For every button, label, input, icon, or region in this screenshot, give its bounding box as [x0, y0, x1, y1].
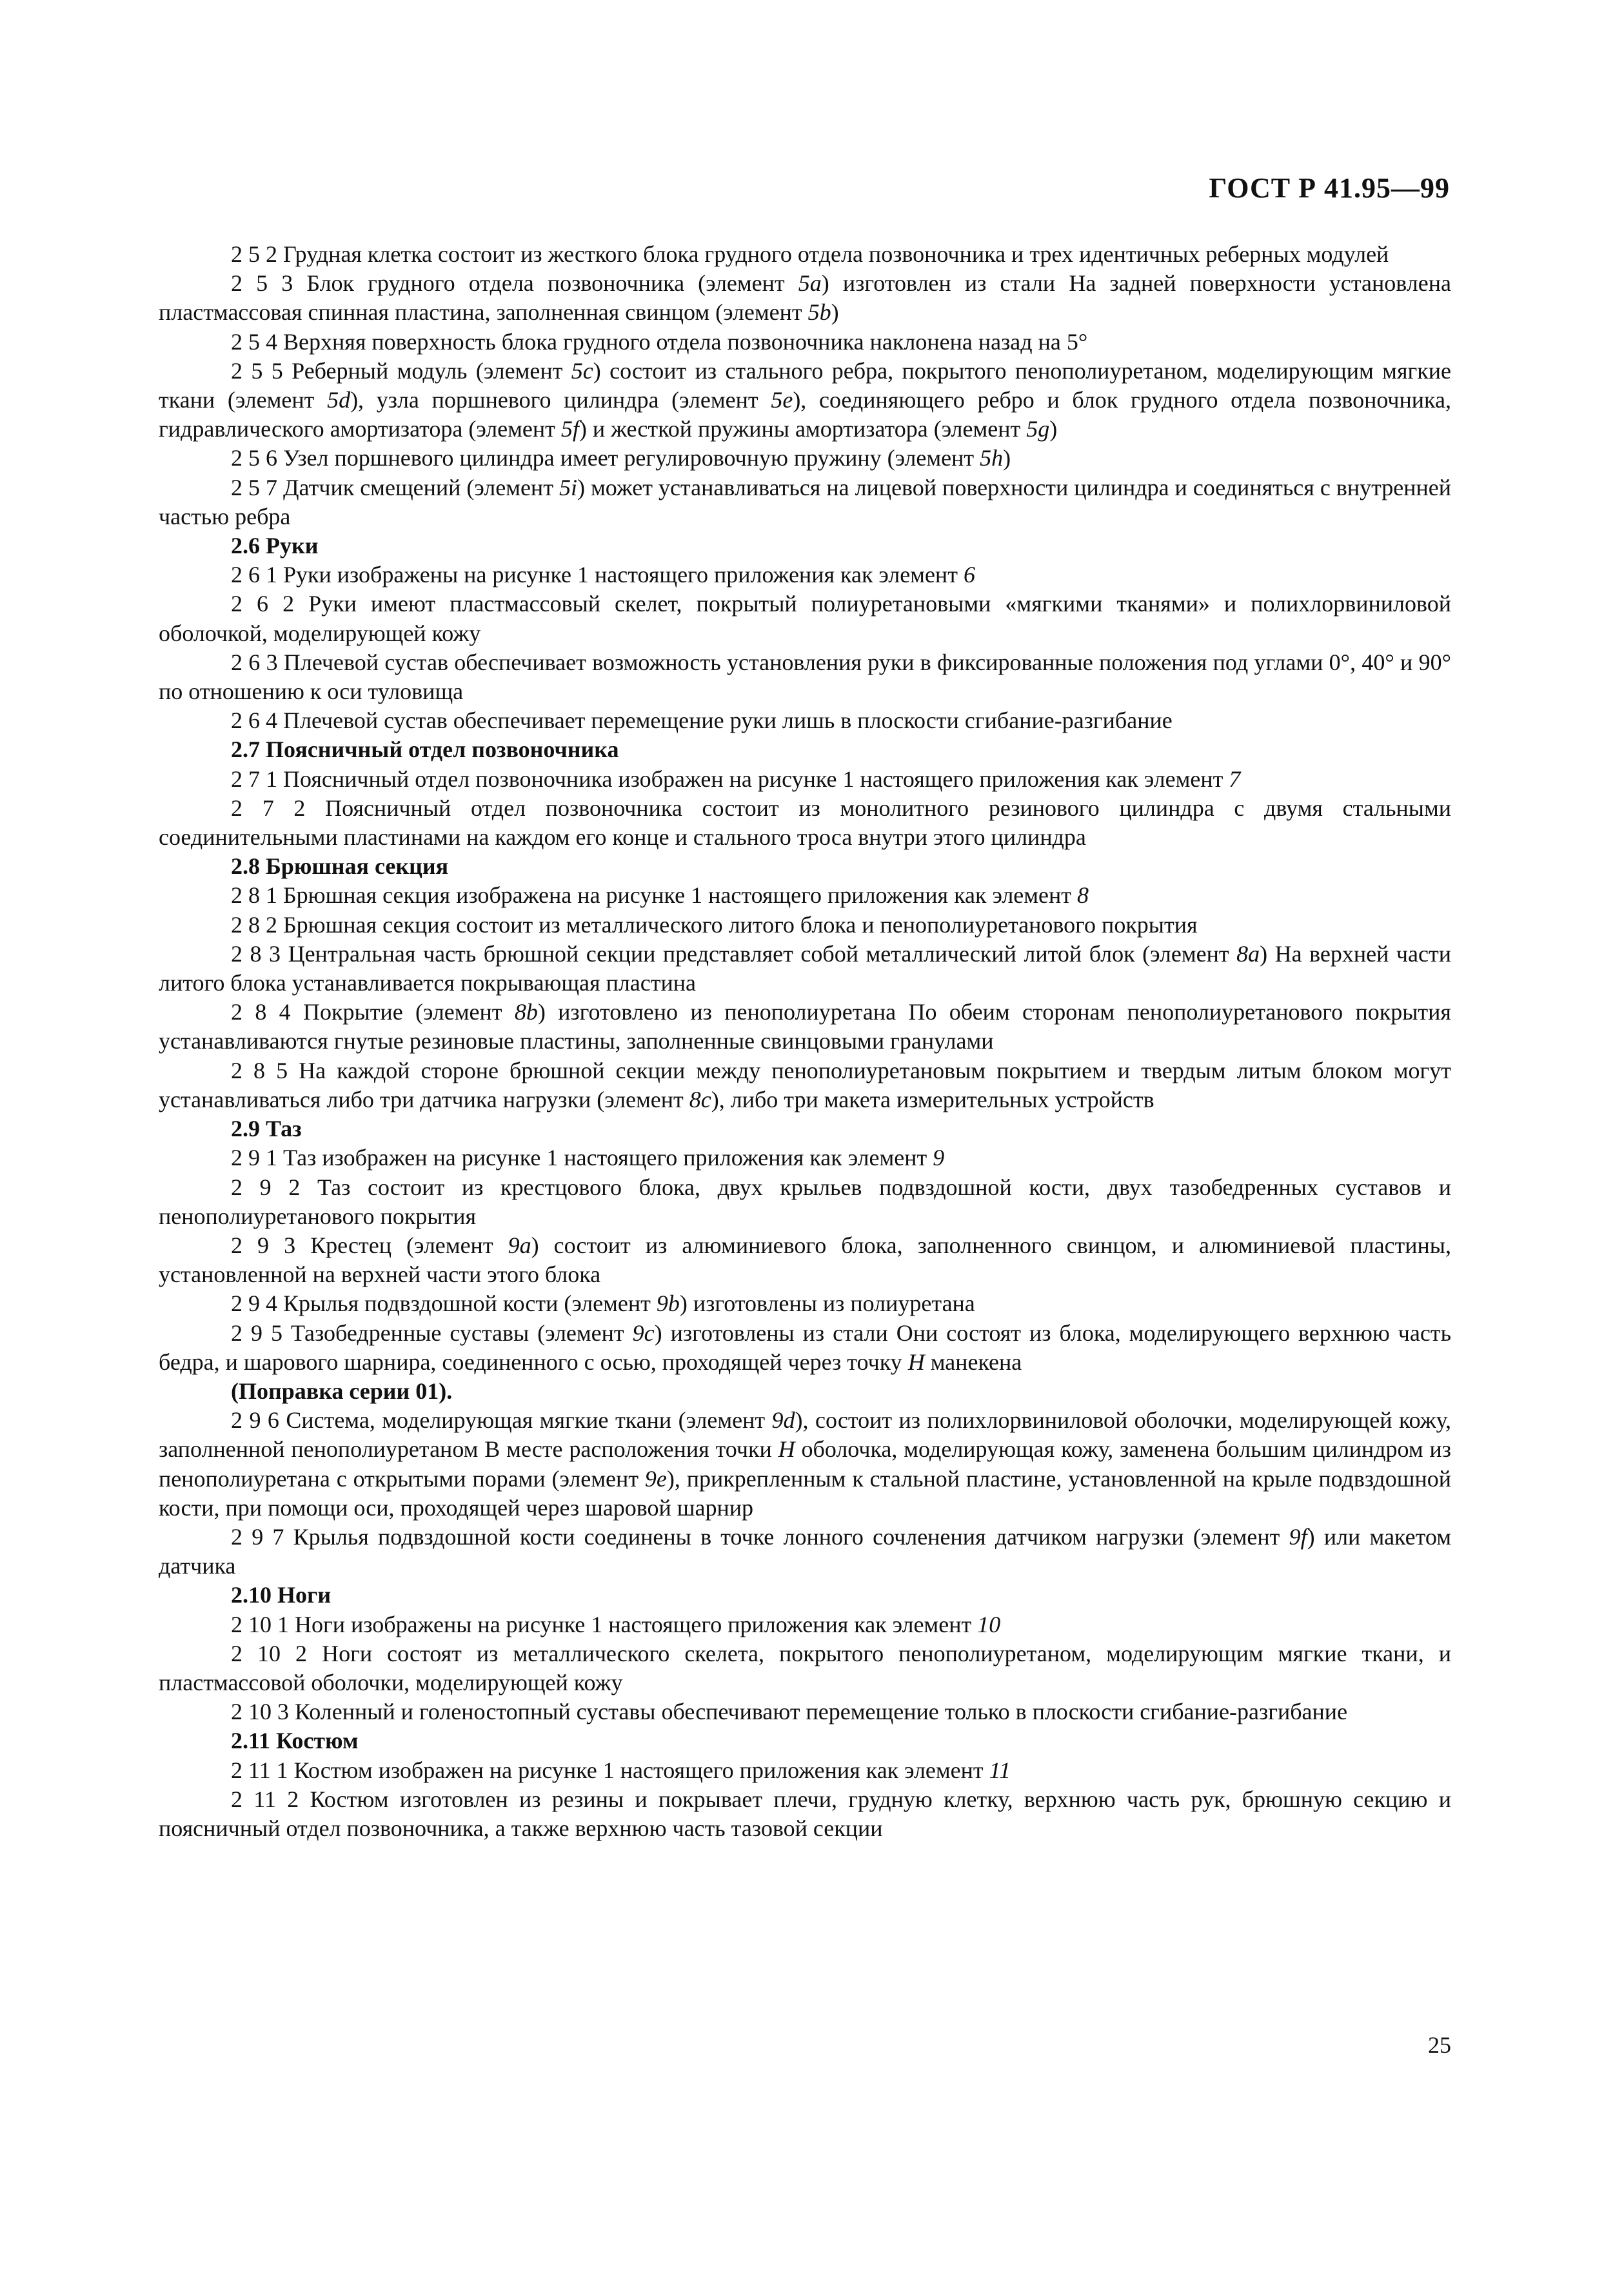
paragraph — [159, 1406, 1451, 1523]
paragraph — [159, 1523, 1451, 1581]
paragraph — [159, 1785, 1451, 1843]
text-run: 2 5 7 Датчик смещений (элемент — [231, 474, 559, 500]
element-reference: 5h — [980, 445, 1004, 471]
paragraph — [159, 1056, 1451, 1114]
element-reference: 8c — [689, 1086, 711, 1112]
element-reference: 6 — [963, 562, 975, 588]
paragraph — [159, 1143, 1451, 1172]
paragraph — [159, 1756, 1451, 1785]
paragraph — [159, 1173, 1451, 1231]
paragraph — [159, 1639, 1451, 1697]
paragraph — [159, 1610, 1451, 1639]
section-heading — [159, 1377, 1451, 1406]
text-run: 2 5 4 Верхняя поверхность блока грудного отдела позвоночника наклонена назад на 5° — [231, 328, 1088, 355]
element-reference: 5e — [771, 387, 793, 413]
text-run: 2.11 Костюм — [231, 1728, 359, 1754]
element-reference: 9 — [933, 1145, 945, 1171]
element-reference: 9c — [632, 1319, 655, 1346]
element-reference: 9d — [771, 1407, 795, 1434]
element-reference: 8a — [1236, 940, 1260, 967]
text-run: ) изготовлен из стали На задней поверхности установлена пластмассовая спинная пластина, заполненная свинцом (элемент — [159, 270, 1451, 326]
text-run: 2 10 3 Коленный и голеностопный суставы обеспечивают перемещение только в плоскости сгибание-разгибание — [231, 1699, 1348, 1725]
paragraph — [159, 1697, 1451, 1726]
element-reference: 7 — [1229, 766, 1241, 792]
paragraph — [159, 765, 1451, 794]
text-run: 2 8 1 Брюшная секция изображена на рисунке 1 настоящего приложения как элемент — [231, 882, 1078, 909]
text-run: 2 8 5 На каждой стороне брюшной секции между пенополиуретановым покрытием и твердым литым блоком могут устанавливаться либо три датчика нагрузки (элемент — [159, 1057, 1451, 1112]
text-run: 2.9 Таз — [231, 1116, 302, 1142]
paragraph — [159, 444, 1451, 473]
element-reference: 5f — [560, 416, 579, 442]
text-run: 2 5 5 Реберный модуль (элемент — [231, 357, 571, 384]
text-run: 2.6 Руки — [231, 533, 319, 559]
text-run: ) состоит из стального ребра, покрытого пенополиуретаном, моделирующим мягкие ткани (элемент — [159, 357, 1451, 413]
element-reference: 5a — [798, 270, 822, 297]
paragraph — [159, 940, 1451, 998]
text-run: ) изготовлены из стали Они состоят из блока, моделирующего верхнюю часть бедра, и шарового шарнира, соединенного с осью, проходящей через точку — [159, 1319, 1451, 1375]
element-reference: 5b — [807, 299, 831, 326]
text-run: 2 5 6 Узел поршневого цилиндра имеет регулировочную пружину (элемент — [231, 445, 980, 471]
text-run: ) может устанавливаться на лицевой поверхности цилиндра и соединяться с внутренней частью ребра — [159, 474, 1452, 529]
element-reference: 11 — [989, 1757, 1011, 1783]
element-reference: H — [778, 1436, 795, 1463]
paragraph — [159, 1319, 1451, 1377]
element-reference: 8 — [1077, 882, 1089, 909]
element-reference: 9b — [656, 1290, 680, 1317]
page-number: 25 — [1428, 2032, 1451, 2058]
section-heading — [159, 735, 1451, 764]
paragraph — [159, 473, 1451, 531]
paragraph — [159, 1289, 1451, 1318]
paragraph — [159, 998, 1451, 1056]
text-run: 2.7 Поясничный отдел позвоночника — [231, 736, 619, 763]
text-run: ) — [1049, 416, 1058, 442]
element-reference: 8b — [514, 999, 538, 1025]
text-run: 2 11 2 Костюм изготовлен из резины и покрывает плечи, грудную клетку, верхнюю часть рук, брюшную секцию и поясничный отдел позвоночника, а также верхнюю часть тазовой секции — [159, 1786, 1451, 1841]
text-run: 2 8 4 Покрытие (элемент — [231, 999, 515, 1025]
section-heading — [159, 1114, 1451, 1143]
text-run: (Поправка серии 01). — [231, 1378, 453, 1404]
section-heading — [159, 531, 1451, 560]
text-run: 2.10 Ноги — [231, 1582, 332, 1608]
text-run: ) — [1003, 445, 1011, 471]
text-run: оболочка, моделирующая кожу, заменена большим цилиндром из пенополиуретана с открытыми порами (элемент — [159, 1436, 1451, 1492]
document-code: ГОСТ Р 41.95—99 — [1209, 172, 1450, 204]
text-run: 2 10 1 Ноги изображены на рисунке 1 настоящего приложения как элемент — [231, 1611, 978, 1637]
element-reference: H — [907, 1348, 925, 1375]
paragraph — [159, 648, 1451, 706]
paragraph — [159, 911, 1451, 940]
text-run: 2 7 1 Поясничный отдел позвоночника изображен на рисунке 1 настоящего приложения как элемент — [231, 766, 1229, 792]
text-run: ), состоит из полихлорвиниловой оболочки, моделирующей кожу, заполненной пенополиуретаном В месте расположения точки — [159, 1407, 1451, 1463]
paragraph — [159, 269, 1451, 327]
element-reference: 5d — [327, 387, 351, 413]
text-run: ), либо три макета измерительных устройств — [711, 1086, 1154, 1112]
text-run: 2 6 3 Плечевой сустав обеспечивает возможность установления руки в фиксированные положения под углами 0°, 40° и 90° по отношению к оси туловища — [159, 649, 1451, 705]
text-run: ) и жесткой пружины амортизатора (элемент — [579, 416, 1027, 442]
text-run: ) состоит из алюминиевого блока, заполненного свинцом, и алюминиевой пластины, установленной на верхней части этого блока — [159, 1232, 1451, 1288]
text-run: 2 6 4 Плечевой сустав обеспечивает перемещение руки лишь в плоскости сгибание-разгибание — [231, 707, 1173, 734]
text-run: 2 5 2 Грудная клетка состоит из жесткого блока грудного отдела позвоночника и трех идентичных реберных модулей — [231, 241, 1389, 267]
text-run: ), узла поршневого цилиндра (элемент — [350, 387, 771, 413]
paragraph — [159, 1231, 1451, 1289]
text-run: 2 6 2 Руки имеют пластмассовый скелет, покрытый полиуретановыми «мягкими тканями» и полихлорвиниловой оболочкой, моделирующей кожу — [159, 591, 1451, 646]
element-reference: 10 — [977, 1611, 1001, 1637]
paragraph — [159, 357, 1451, 444]
text-run: 2 9 3 Крестец (элемент — [231, 1232, 508, 1258]
text-run: ) На верхней части литого блока устанавливается покрывающая пластина — [159, 940, 1451, 996]
text-run: 2 8 2 Брюшная секция состоит из металлического литого блока и пенополиуретанового покрытия — [231, 911, 1198, 938]
text-run: 2 9 7 Крылья подвздошной кости соединены в точке лонного сочленения датчиком нагрузки (элемент — [231, 1523, 1289, 1550]
paragraph — [159, 881, 1451, 910]
text-run: 2 6 1 Руки изображены на рисунке 1 настоящего приложения как элемент — [231, 562, 964, 588]
element-reference: 9a — [508, 1232, 531, 1258]
text-run: ) — [831, 299, 839, 326]
text-run: 2 9 6 Система, моделирующая мягкие ткани (элемент — [231, 1407, 772, 1434]
paragraph — [159, 560, 1451, 589]
element-reference: 5g — [1026, 416, 1050, 442]
text-run: ) изготовлены из полиуретана — [679, 1290, 975, 1317]
paragraph — [159, 706, 1451, 735]
element-reference: 5c — [571, 357, 593, 384]
text-run: 2 9 2 Таз состоит из крестцового блока, двух крыльев подвздошной кости, двух тазобедренных суставов и пенополиуретанового покрытия — [159, 1174, 1451, 1229]
text-run: 2 8 3 Центральная часть брюшной секции представляет собой металлический литой блок (элемент — [231, 940, 1237, 967]
text-run: 2 10 2 Ноги состоят из металлического скелета, покрытого пенополиуретаном, моделирующим мягкие ткани, и пластмассовой оболочки, моделирующей кожу — [159, 1640, 1451, 1695]
text-run: 2 11 1 Костюм изображен на рисунке 1 настоящего приложения как элемент — [231, 1757, 989, 1783]
element-reference: 9e — [644, 1465, 667, 1492]
section-heading — [159, 852, 1451, 881]
paragraph — [159, 794, 1451, 852]
text-run: ) изготовлено из пенополиуретана По обеим сторонам пенополиуретанового покрытия устанавливаются гнутые резиновые пластины, заполненные свинцовыми гранулами — [159, 999, 1451, 1054]
element-reference: 5i — [559, 474, 577, 500]
text-run: 2 9 4 Крылья подвздошной кости (элемент — [231, 1290, 657, 1317]
text-run: ), прикрепленным к стальной пластине, установленной на крыле подвздошной кости, при помощи оси, проходящей через шаровой шарнир — [159, 1465, 1451, 1521]
text-run: ), соединяющего ребро и блок грудного отдела позвоночника, гидравлического амортизатора (элемент — [159, 387, 1451, 442]
document-body — [159, 240, 1451, 1843]
text-run: манекена — [924, 1348, 1022, 1375]
paragraph — [159, 240, 1451, 269]
text-run: 2 9 1 Таз изображен на рисунке 1 настоящего приложения как элемент — [231, 1145, 933, 1171]
text-run: ) или макетом датчика — [159, 1523, 1451, 1579]
paragraph — [159, 589, 1451, 647]
text-run: 2 5 3 Блок грудного отдела позвоночника (элемент — [231, 270, 798, 297]
element-reference: 9f — [1289, 1523, 1307, 1550]
paragraph — [159, 328, 1451, 357]
text-run: 2.8 Брюшная секция — [231, 853, 449, 880]
section-heading — [159, 1581, 1451, 1610]
section-heading — [159, 1726, 1451, 1755]
text-run: 2 9 5 Тазобедренные суставы (элемент — [231, 1319, 633, 1346]
text-run: 2 7 2 Поясничный отдел позвоночника состоит из монолитного резинового цилиндра с двумя стальными соединительными пластинами на каждом его конце и стального троса внутри этого цилиндра — [159, 795, 1451, 851]
